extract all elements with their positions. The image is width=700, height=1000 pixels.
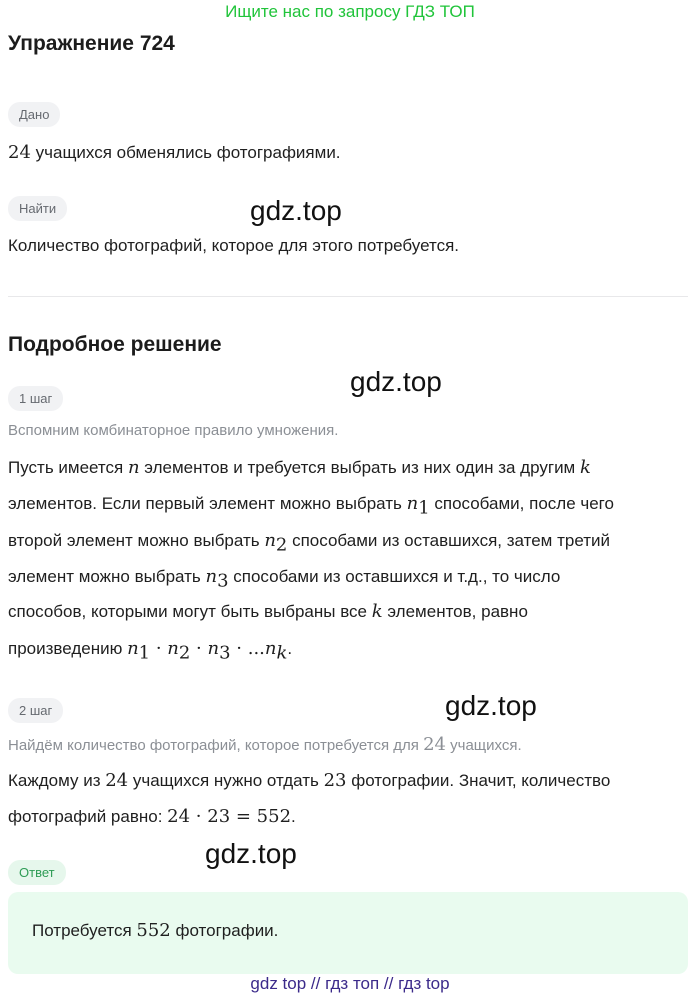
text-segment: фотографий равно: <box>8 807 168 826</box>
answer-badge <box>8 860 66 885</box>
page-title: Упражнение 724 <box>8 32 175 55</box>
step1-line-1 <box>8 457 591 478</box>
math-equation: 24 · 23 = 552 <box>167 806 292 827</box>
step1-line-5 <box>8 601 528 622</box>
text-segment: второй элемент можно выбрать <box>8 531 265 550</box>
math-num: 24 <box>105 770 129 791</box>
text-segment: учащихся. <box>445 737 522 754</box>
watermark-2: gdz.top <box>350 366 442 397</box>
math-sub: 2 <box>178 642 191 664</box>
step1-hint: Вспомним комбинаторное правило умножения. <box>8 422 339 439</box>
math-n2: n <box>264 530 276 551</box>
math-num: 23 <box>323 770 347 791</box>
text-segment: Найдём количество фотографий, которое потребуется для <box>8 737 424 754</box>
math-dot: · <box>230 638 248 659</box>
math-sub: 3 <box>217 570 229 592</box>
step1-label: 1 шаг <box>8 386 63 411</box>
math-k: k <box>579 457 591 478</box>
text-segment: элемент можно выбрать <box>8 567 206 586</box>
step1-line-2 <box>8 493 614 518</box>
math-var: n <box>264 638 277 659</box>
watermark-4: gdz.top <box>205 838 297 869</box>
text-segment: . <box>287 639 293 658</box>
math-n1: n <box>406 493 419 514</box>
step1-badge <box>8 386 63 411</box>
answer-label: Ответ <box>8 860 66 885</box>
math-ellipsis: ... <box>247 638 265 659</box>
find-label: Найти <box>8 196 67 221</box>
text-segment: способов, которыми могут быть выбраны все <box>8 602 372 621</box>
step1-line-4 <box>8 566 560 591</box>
step1-line-3 <box>8 530 610 555</box>
text-segment: Потребуется <box>32 921 137 940</box>
math-sub: 1 <box>418 497 430 519</box>
watermark-3: gdz.top <box>445 690 537 721</box>
watermark-1: gdz.top <box>250 195 342 226</box>
math-k: k <box>371 601 383 622</box>
find-badge <box>8 196 67 221</box>
math-num: 24 <box>423 734 446 755</box>
math-num: 552 <box>136 920 171 941</box>
footer-links: gdz top // гдз топ // гдз top <box>250 974 450 993</box>
step2-line-2 <box>8 806 296 827</box>
given-label: Дано <box>8 102 60 127</box>
math-dot: · <box>150 638 168 659</box>
given-badge <box>8 102 60 127</box>
math-var: n <box>127 638 139 659</box>
step2-badge <box>8 698 63 723</box>
math-n: n <box>127 457 140 478</box>
math-sub: 3 <box>219 642 231 664</box>
text-segment: фотографии. Значит, количество <box>346 771 611 790</box>
math-sub: 1 <box>138 642 151 664</box>
given-number: 24 <box>8 142 31 163</box>
top-banner: Ищите нас по запросу ГДЗ ТОП <box>225 2 475 21</box>
text-segment: способами из оставшихся и т.д., то число <box>228 567 561 586</box>
step2-line-1 <box>8 770 610 791</box>
text-segment: произведению <box>8 639 128 658</box>
text-segment: элементов и требуется выбрать из них один за другим <box>139 458 580 477</box>
math-sub: 2 <box>275 534 288 556</box>
find-text: Количество фотографий, которое для этого потребуется. <box>8 236 460 255</box>
math-sub: k <box>276 642 288 664</box>
text-segment: фотографии. <box>170 921 279 940</box>
given-text <box>8 142 341 163</box>
math-var: n <box>167 638 179 659</box>
given-text-body: учащихся обменялись фотографиями. <box>30 143 341 162</box>
solution-title: Подробное решение <box>8 333 222 356</box>
math-var: n <box>207 638 220 659</box>
divider <box>8 296 688 297</box>
step2-hint <box>8 734 522 755</box>
text-segment: способами, после чего <box>429 494 614 513</box>
answer-text <box>32 920 278 941</box>
text-segment: учащихся нужно отдать <box>128 771 324 790</box>
step2-label: 2 шаг <box>8 698 63 723</box>
step1-line-6 <box>8 638 292 663</box>
text-segment: . <box>291 807 296 826</box>
text-segment: Пусть имеется <box>8 458 128 477</box>
math-n3: n <box>205 566 218 587</box>
text-segment: Каждому из <box>8 771 106 790</box>
text-segment: способами из оставшихся, затем третий <box>287 531 611 550</box>
text-segment: элементов, равно <box>382 602 528 621</box>
math-dot: · <box>190 638 208 659</box>
text-segment: элементов. Если первый элемент можно выбрать <box>8 494 407 513</box>
